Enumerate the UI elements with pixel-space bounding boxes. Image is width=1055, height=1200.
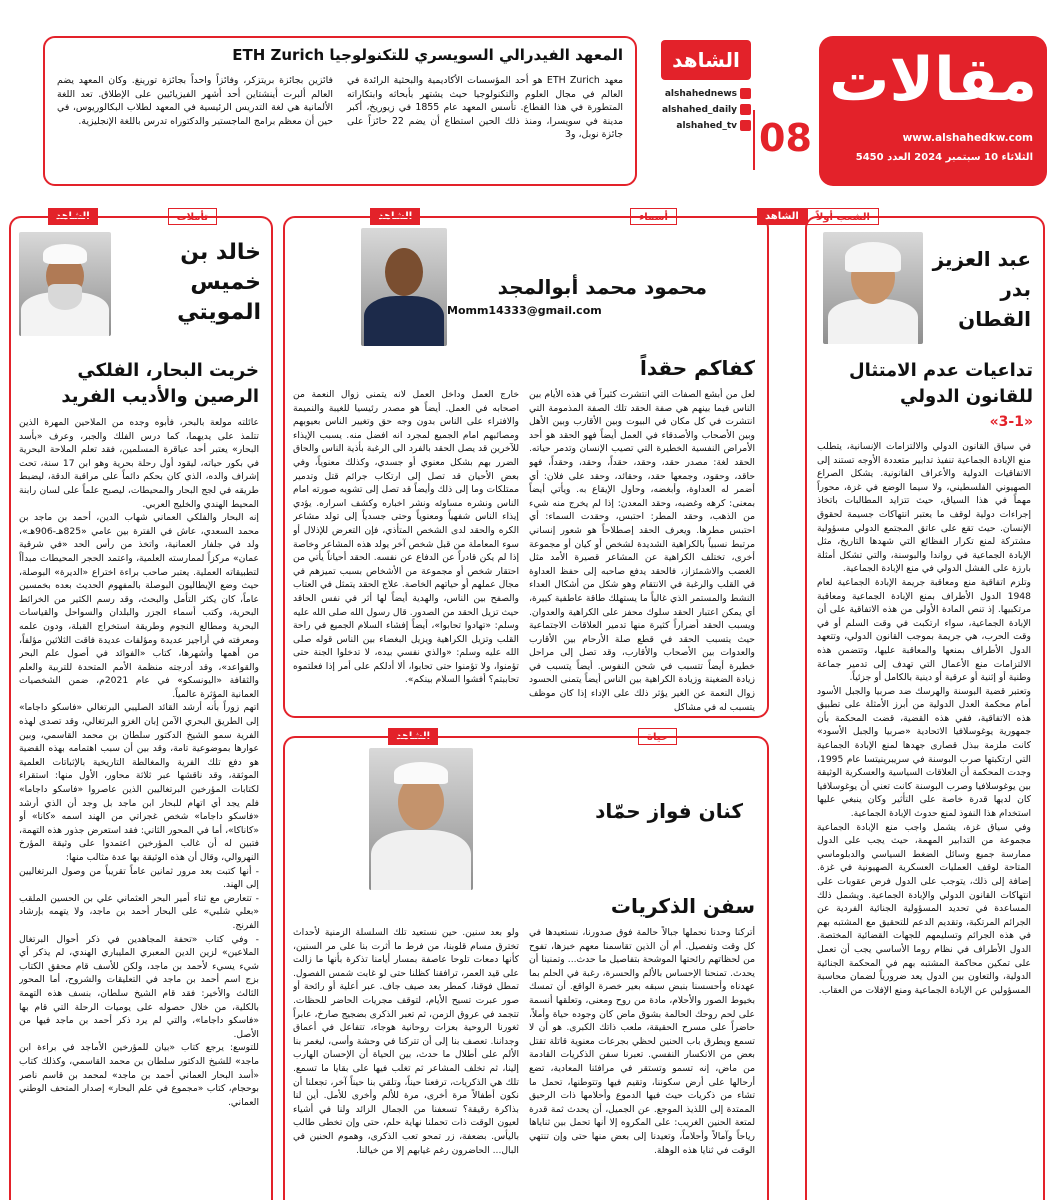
author-name: كنان فواز حمّاد [595,799,743,823]
article-khareet [9,216,273,1200]
newspaper-logo: الشاهد [661,40,751,80]
instagram-icon [740,104,751,115]
twitter-icon [740,88,751,99]
author-email[interactable]: Momm14333@gmail.com [447,304,602,317]
instagram-link[interactable]: alshahed_daily [656,102,751,118]
section-tag-hiqd: أسماء الشاهد [370,208,677,225]
brand-block [661,40,811,180]
eth-title: المعهد الفيدرالي السويسري للتكنولوجيا ETH Zurich [232,46,623,64]
article-headline: خريت البحار، الفلكي الرصين والأديب الفريد [61,360,259,407]
section-tag-qattan: الشعب أولاً الشاهد [757,208,879,225]
site-url[interactable]: www.alshahedkw.com [902,132,1033,144]
article-part: «3-1» [989,414,1033,430]
article-body-right: أتركنا وحدنا نحملها جبالاً حالمة فوق صدورنا، نستعيدها في كل وقت وتفصيل. أم أن الذين تقاسمنا معهم خبزها، تفوح من لحظاتهم رائحتها الموشحة بتفاصيل ما حدث... وتمنينا أن يحدث. تمنحنا الإحساس بالألم والحسرة، رغبة في الحلم بما عهدناه وأحسسنا بنبض سبقه بعير خصرة الواقع. أن تمسك بخيوط الصور والأحلام، مادة من روح ومعنى، وتعلقها أنسمة على لحم روحك الحالمة بشوق ماض كان وجوده حياة وأملاً، حاضراً على مسرح الحقيقة، ملعب ذاتك الكبرى. هو أن لا تسمع ويطرق باب الحنين لحظي بجرعات معنوية قاتلة تقتل بعض من الانكسار النفسي. تعبرنا سفن الذكريات القادمة من ماض، إنه تسمو وتستقر في مرافئنا المعادية، تضع أرحالها على أرض سكوننا، وتقيم فيها وتتوطنها، تحمل ما تشاء من ذكريات حيث فيها الدموع وأحلامها ذات الرحيق الممتدة إلى اللذيذ الموجع. عن الجميل، أن يحدث ثمة قدرة لمتعة الحنين الغريب: على المكروه إلا أنها تحمل بين ثناياها رياحاً وآمالاً وأحلاماً، وتعيدنا إلى بعض منها حتى وإن تنتهي الوقت في ثنايا هذه الوهلة. [529,927,755,1156]
author-photo [369,748,473,890]
article-headline: كفاكم حقداً [639,356,755,380]
article-body: في سياق القانون الدولي والالتزامات الإنسانية، يتطلب منع الإبادة الجماعية تنفيذ تدابير متعددة الأوجه تستند إلى الاتفاقيات الدولية والأعراف القانونية. يشكل الصراع الصهيوني الفلسطيني، ولا سيما الوضع في غزة، محوراً مهماً في هذا السياق، حيث تتزايد المطالبات باتخاذ إجراءات دولية لوقف ما يعتبر انتهاكات جسيمة لحقوق الإنسان. حيث تقع على عاتق المجتمع الدولي مسؤولية مشتركة لمنع تكرار الفظائع التي شهدها التاريخ، مثل الإبادة الجماعية في رواندا والبوسنة، والتي تشكل أمثلة بارزة على الفشل الدولي في منع الإبادة الجماعية. وتلزم اتفاقية منع ومعاقبة جريمة الإبادة الجماعية لعام 1948 الدول الأطراف بمنع الإبادة الجماعية ومعاقبة مرتكبيها. إذ تنص المادة الأولى من هذه الاتفاقية على أن الإبادة الجماعية، سواء ارتكبت في وقت السلم أو في وقت الحرب، هي جريمة بموجب القانون الدولي، وتتعهد الدول الأطراف بمنعها والمعاقبة عليها، وتتضمن هذه الالتزامات منع الأعمال التي تهدف إلى تدمير جماعة وطنية أو إثنية أو عرقية أو دينية بالكامل أو جزئياً. وتعتبر قضية البوسنة والهرسك ضد صربيا والجبل الأسود أمام محكمة العدل الدولية من أبرز الأمثلة على تطبيق هذه الاتفاقية، ففي هذه القضية، قضت المحكمة بأن جمهورية يوغوسلافيا الاتحادية «صربيا والجبل الأسود» كانت ملزمة ببذل قصارى جهدها لمنع الإبادة الجماعية التي ارتكبتها صرب البوسنة في سريبرينيتسا عام 1995، وجدت المحكمة أن العلاقات السياسية والعسكرية الوثيقة بين يوغوسلافيا وصرب البوسنة كانت تعني أن يوغوسلافيا كان لديها قدرة خاصة على التأثير وكان ينبغي عليها استخدام هذا النفوذ لمنع حدوث الإبادة الجماعية. وفي سياق غزة، يشمل واجب منع الإبادة الجماعية مجموعة من التدابير المهمة، حيث يجب على الدول ممارسة جميع وسائل الضغط السياسي والدبلوماسي المتاحة لوقف العمليات العسكرية الصهيونية في غزة. إضافة إلى ذلك، يتوجب على الدول فرض عقوبات على انتهاكات القانون الدولي والإبادة الجماعية. ويشمل ذلك المساعدة في تحديد المسؤولية الجنائية الفردية عن الجرائم المرتكبة، وتقديم الدعم للتحقيق مع المشتبه بهم في هذه الجرائم وتسليمهم للجهات القضائية المختصة. الدول الأطراف في نظام روما الأساسي يجب أن تعمل على تمكين محاكمة المشتبه بهم في المحكمة الجنائية الدولية، والتعاون بين الدول يعد ضرورياً لضمان محاسبة المسؤولين عن الإبادة الجماعية ومنع الإفلات من العقاب. [817,441,1031,996]
author-name: خالد بن خميس المويتي [177,240,261,325]
article-sufun [283,736,769,1200]
article-body-left: خارج العمل وداخل العمل لانه يتمنى زوال النعمة من اصحابه في العمل. أيضاً هو مصدر رئيسيا للغيبة والنميمة والافتراء على الناس بدون وجه حق وتغيير الناس بعيوبهم ومصائبهم امام الجميع لمجرد انه افضل منه. يسبب الإيذاء للآخرين قد يصل الحقد بالفرد الى الرغبة بأذية الناس والحاق الضرر بهم بشكل معنوي أو جسدي، وكذلك معنوياً، وفي بعض الأحيان قد تصل إلى ارتكاب جرائم قتل وتدمير ممتلكات وما إلى ذلك وأيضاً قد تصل إلى تشويه صورته امام الناس ونشره مساوئه ونشر اخباره وكشف اسراره. يؤدي إيذاء الناس شفهياً ومعنوياً وحتى جسدياً إلى تولد مشاعر الكره والحقد لدى الشخص المتأذي، فإن التعرض للإذلال أو سوء المعاملة من قبل شخص آخر يولد هذه المشاعر وخاصة إذا لم يكن قادراً عن الدفاع عن نفسه. الحقد أحياناً يأتي من احتقار شخص أو مجموعة من الأشخاص بسبب تميزهم في مجال عملهم أو حياتهم الخاصة. علاج الحقد يتمثل في العتاب والصفح بين الناس، والهدية أيضاً لها أثر في نفس الحاقد حيث تزيل الحقد من الصدور. قال رسول الله صلى الله عليه وسلم: «تهادوا تحابوا»، أيضاً إفشاء السلام الجميع في راحة القلب وتزيل الكراهية ويزيل البغضاء بين الناس قوله صلى الله عليه وسلم: «والذي نفسي بيده، لا تدخلوا الجنة حتى تؤمنوا، ولا تؤمنوا حتى تحابوا، ألا أدلكم على أمر إذا فعلتموه تحاببتم؟ أفشوا السلام بينكم». [293,389,519,686]
article-headline: سفن الذكريات [610,894,755,918]
section-tag-sufun: حياة الشاهد [388,728,677,745]
section-title: مقالات [829,45,1037,115]
article-body-right: لعل من أبشع الصفات التي انتشرت كثيراً في هذه الأيام بين الناس فيما بينهم هي صفة الحقد تلك الصفة المذمومة التي انتشرت في كل مكان في البيوت وبين الأقارب وبين الأهل وبين الأصحاب والأصدقاء في العمل أيضاً فهو الحقد هو أحد الأمراض النفسية الخطيرة التي تصيب الإنسان وتدمر حياته. الحقد لغة: مصدر حقد، وحقد، حقداً، وحقد، وحقداً، فهو حاقد، وحقود، وجمعها حقد، وحقائد، وحقد على فلان: أي أضمر له العداوة، وأبغضه، وحاول الإيقاع به. ويأتي أيضاً بمعنى: كرهه وغضبه، وحقد المعدن: إذا لم يخرج منه شيء من الذهب، وحقد المطر: احتبس، وحقدت السماء: أي احتبس مطرها. ويعرف الحقد إصطلاحاً هو شعور إنساني مرتبط نسبياً بالكراهية الشديدة لشخص أو كيان أو مجموعة أخرى، تختلف الكراهية عن المشاعر قصيرة الأمد مثل الغضب والاشمئزاز، فالحقد يدفع صاحبه إلى حفظ العداوة في القلب والرغبة في الانتقام وهو شكل من أشكال العداء النشط والمستمر الذي غالباً ما يستهلك طاقة عاطفية كبيرة، أي يمكن اعتبار الحقد سلوك محفز على الكراهية والعدوان. ويسبب الحقد أضراراً كثيرة منها تدمير العلاقات الاجتماعية حيث يتسبب الحقد في قطع صلة الأرحام بين الأقارب والعدوات بين الأصحاب والأقارب، وقد تصل إلى مراحل خطيرة أيضاً تتسبب في شحن النفوس. أيضاً يتسبب في زيادة الضغينة وزيادة الكراهية بين الناس أيضاً يتمنى الحسود زوال النعمة عن الغير يؤثر ذلك على الإداء إذا كان موظف يتسبب له في مشاكل [529,389,755,713]
author-photo [19,232,111,336]
eth-article [43,36,637,186]
author-name: محمود محمد أبوالمجد [497,275,707,299]
youtube-icon [740,120,751,131]
article-qattan [805,216,1045,1200]
youtube-link[interactable]: alshahed_tv [656,118,751,134]
section-logo [819,36,1047,186]
page-number: 08 [759,116,812,160]
twitter-link[interactable]: alshahednews [656,86,751,102]
article-headline: تداعيات عدم الامتثال للقانون الدولي [848,360,1033,407]
author-photo [361,228,447,346]
author-name: عبد العزيز بدر القطان [932,247,1031,331]
author-photo [823,232,923,344]
issue-date: الثلاثاء 10 سبتمبر 2024 العدد 5450 [855,152,1033,163]
article-hiqd [283,216,769,718]
article-body: عائلته مولعة بالبحر، فأبوه وجده من الملاحين المهرة الذين تتلمذ على يديهما، كما درس الفلك والجبر، وعرف «بأسد البحار» يعتبر أحد عباقرة المسلمين، فقد تعلم الملاحة البحرية في بكور حياته، ليقود أول رحلة بحرية وهو ابن 17 سنة، تحت إشراف والده، الذي كان بحكم دائماً على مراقبة الدقة، ليضبط طريقه في لجج البحار والمحيطات، ليصبح علماً على لسان رابنة المحيط الهندي والخليج العربي. إنه البحار والفلكي العماني شهاب الدين، أحمد بن ماجد بن محمد السعدي، عاش في الفترة بين عامي «825هـ-906هـ»، ولد في جلفار العمانية، واتخذ من رأس الحد «في شرقية عمان» مركزاً لممارسته العلمية، واعتمد الحجر المحيطات مبدأاً لتطبيقاته العملية. يعتبر صاحب براءة اختراع «الديرة» البوصلة، حيث وضع الإيطاليون البوصلة بالمفهوم الحديث بعده بخمسين عاماً، كان يكثر التأمل والبحث، وقد رسم الكثير من الخرائط البحرية، وكتب أسماء الجزر والبلدان والسواحل والقياسات البحرية ومطالع النجوم وطريقة استخراج القبلة، ودون علمه ومعرفته في أراجيز عديدة ومؤلفات عديدة فاقت الثلاثين مؤلفاً، من أهمها وأشهرها، كتاب «الفوائد في أصول علم البحر والقواعد»، وقد أدرجته منظمة الأمم المتحدة للتربية والعلم والثقافة «اليونسكو» في عام 2021م، ضمن الشخصيات العمانية المؤثرة عالمياً. اتهم زوراً بأنه أرشد القائد الصليبي البرتغالي «فاسكو داجاما» إلى الطريق البحري الآمن إبان الغزو البرتغالي، وقد تصدى لهذه الفرية سمو الشيخ الدكتور سلطان بن محمد القاسمي، وبين عوارها بموضوعية تامة، وقد بين أن سبب اهتمامه بهذه القضية هو دفع تلك الفرية والمغالطة التاريخية بالإثباتات العلمية الموثقة، وقد ناقشها عبر ثلاثة محاور، الأول منها: استقراء لكتابات المؤرخين البرتغاليين الذين عاصروا «فاسكو داجاما» فلم يجد أي اتهام للبحار ابن ماجد بل وجد أن الذي أرشد «فاسكو داجاما» شخص غجراتي من الهند اسمه «كانا» أو «كاناكا»، أما في المحور الثاني: فقد استعرض جذور هذه التهمة، فتبين له أن غالب المؤرخين اعتمدوا على وثيقة المؤرخ النهروالي، وقال أن هذه الوثيقة بها عدة مثالب منها: - أنها كتبت بعد مرور ثمانين عاماً تقريباً من وصول البرتغاليين إلى الهند. - تتعارض مع ثناء أمير البحر العثماني علي بن الحسين الملقب «بعلي شلبي» على البحار أحمد بن ماجد، ولا يتهمه بإرشاد الفرنج. - وفي كتاب «تحفة المجاهدين في ذكر أحوال البرتغال الملاعين» لزين الدين المعبري المليباري الهندي، لم يذكر أي شيء يسيء لأحمد بن ماجد، ولكن للأسف قام محقق الكتاب بزج اسم أحمد بن ماجد في التعليقات والشروح، أما المحور الثالث والأخير: فقد قام الشيخ سلطان، بنسف هذه التهمة بالكلية، من خلال حصوله على يوميات الرحلة التي قام بها «فاسكو داجاما»، والتي لم يرد ذكر أحمد بن ماجد فيها من الأصل. للتوسع: يرجع كتاب «بيان للمؤرخين الأماجد في براءة ابن ماجد» للشيخ الدكتور سلطان بن محمد القاسمي، وكذلك كتاب «أسد البحار العماني أحمد بن ماجد» لمحمد بن قاسم ناصر بوحجام، كتاب «مجموع في علم البحار» إصدار المتحف الوطني العماني. [19,417,259,1108]
article-body-left: ولو بعد سنين. حين نستعيد تلك السلسلة الزمنية لأحداث تخترق مسام قلوبنا، من فرط ما أثرت بنا على مر السنين، كأنها دمعات تلوحا عاصفة بمسار أيامنا تذكرة بأنها ما زالت على قيد العمر، ترافقنا كظلنا حتى لو غابت شمس الفصول. تمطل فوقنا، كمطر بعد صيف جاف. عبر أعلية أو رائحة أو صور عبرت تسيح الأيام، لتوقف مجريات الحاضر للحظات. تتجمد في عروق الزمن، ثم تعبر الذكرى بضجيج صارخ، عابراً ثغورنا الروحية بعزات روحانية هوجاء، تتفاعل في أعماق وجداننا. تعصف بنا إلى أن تتركنا في وحشة وأسى، ليغمر بنا الألم على أطلال ما حدث، بين الحياة أن الإحسان الهارب إلينا، ثم تخلف المشاعر ثم تغلب فيها على بقايا ما تسمع. تلك هي الذكريات، ترفعنا حيناً، وتلقي بنا حيناً آخر، تجعلنا أن نكون أطفالاً مرة أخرى، مرة للألم وأخرى للأمل. أين لنا بذاكرة رقيقة؟ تسعفنا من الجمال الزائد ولنا في أشياء لعيون الوقت ذات تحملنا نهاية حلم، حتى وإن تخطى طالب باليأس. بضعفة، زر تمحو تعب الذكرى، وهموم الحنين في البال... الحاضرون رغم غيابهم إلا من خيالنا. [293,927,519,1156]
eth-col-1: معهد ETH Zurich هو أحد المؤسسات الأكاديمية والبحثية الرائدة في العالم في مجال العلوم والتكنولوجيا حيث يشتهر بأبحاثه وابتكاراته المتطورة في هذا القطاع. تأسس المعهد عام 1855 في زيوريخ، أكبر مدينة في سويسرا، ومنذ ذلك الحين استطاع أن يضم 22 حائزاً على جائزة نوبل، و3 [347,75,624,140]
section-tag-khareet: تأملات الشاهد [48,208,217,225]
eth-col-2: فائزين بجائزة بريتزكر، وفائزاً واحداً بجائزة تورينغ. وكان المعهد يضم العالم ألبرت أينشتاين أحد أشهر الفيزيائيين على الإطلاق. تعد اللغة الألمانية هي لغة التدريس الرئيسية في المعهد لطلاب البكالوريوس، في حين أن معظم برامج الماجستير والدكتوراه تدرس باللغة الإنجليزية. [57,75,333,127]
social-links [656,86,751,134]
divider [753,110,755,170]
masthead [7,36,1047,186]
